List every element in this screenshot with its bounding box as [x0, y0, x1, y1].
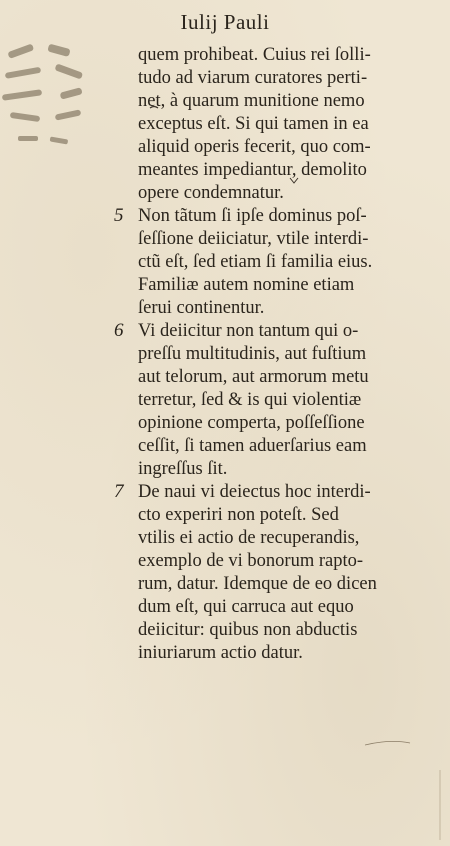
text-line: meantes impediantur, demolito — [138, 160, 367, 180]
paragraph-number: 7 — [114, 481, 124, 502]
text-line: vtilis ei actio de recuperandis, — [138, 528, 360, 548]
text-line: Familiæ autem nomine etiam — [138, 275, 355, 295]
text-line: De naui vi deiectus hoc interdi- — [138, 482, 371, 502]
text-line: Vi deiicitur non tantum qui o- — [138, 321, 359, 341]
text-line: terretur, ſed & is qui violentiæ — [138, 390, 362, 410]
text-line: ctũ eſt, ſed etiam ſi familia eius. — [138, 252, 373, 272]
text-line: opere condemnatur. — [138, 183, 284, 203]
text-line: rum, datur. Idemque de eo dicen — [138, 574, 377, 594]
text-line: exceptus eſt. Si qui tamen in ea — [138, 114, 369, 134]
running-head: Iulij Pauli — [180, 10, 270, 34]
text-line: deiicitur: quibus non abductis — [138, 620, 358, 640]
text-line: ſerui continentur. — [138, 298, 265, 318]
text-line: aliquid operis fecerit, quo com- — [138, 137, 371, 157]
text-line: ingreſſus ſit. — [138, 459, 228, 479]
text-line: Non tãtum ſi ipſe dominus poſ- — [138, 206, 367, 226]
text-line: preſſu multitudinis, aut fuſtium — [138, 344, 367, 364]
text-line: opinione comperta, poſſeſſione — [138, 413, 365, 433]
text-line: ſeſſione deiiciatur, vtile interdi- — [138, 229, 369, 249]
text-line: tudo ad viarum curatores perti- — [138, 68, 368, 88]
paragraph-number: 6 — [114, 320, 124, 341]
text-line: quem prohibeat. Cuius rei ſolli- — [138, 45, 371, 65]
text-line: net, à quarum munitione nemo — [138, 91, 365, 111]
text-block — [138, 44, 438, 665]
text-line: dum eſt, qui carruca aut equo — [138, 597, 354, 617]
text-line: ceſſit, ſi tamen aduerſarius eam — [138, 436, 367, 456]
text-line: iniuriarum actio datur. — [138, 643, 303, 663]
text-line: cto experiri non poteſt. Sed — [138, 505, 339, 525]
paragraph-number: 5 — [114, 205, 124, 226]
text-line: exemplo de vi bonorum rapto- — [138, 551, 364, 571]
text-line: aut telorum, aut armorum metu — [138, 367, 369, 387]
bleed-through-ink — [0, 40, 110, 190]
